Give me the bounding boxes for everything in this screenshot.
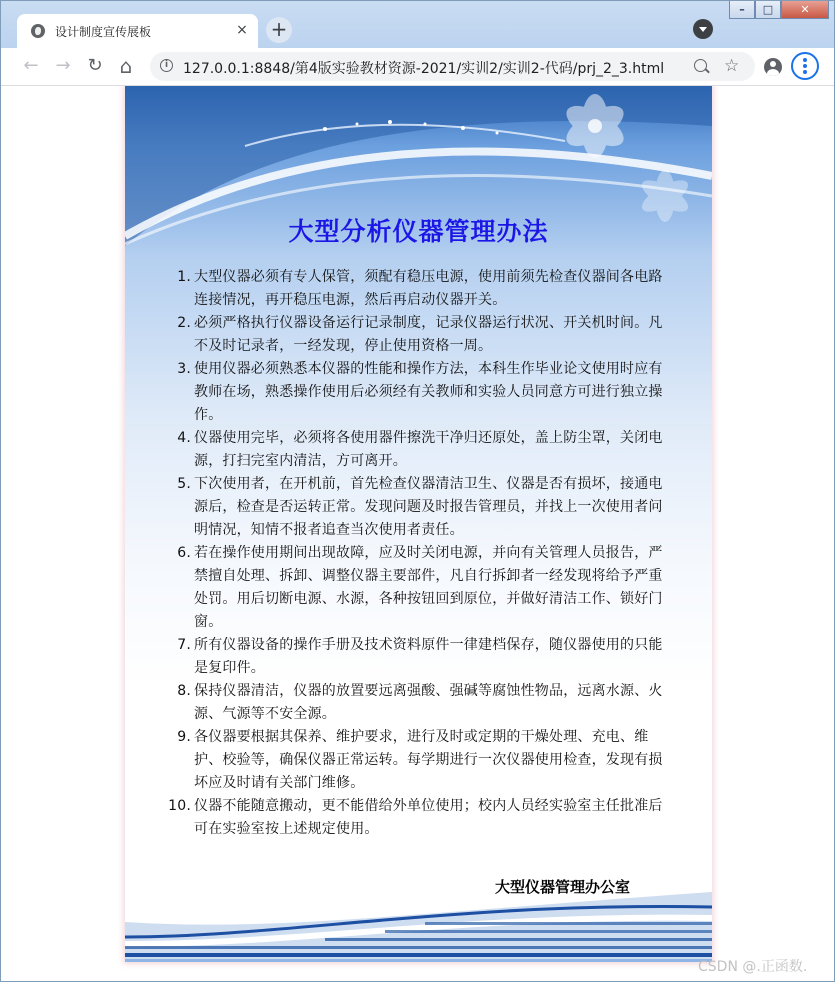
display-board (125, 86, 712, 962)
rule-item (161, 358, 676, 427)
rule-item (161, 542, 676, 634)
rule-number: 7. (177, 637, 191, 653)
zoom-icon[interactable] (694, 59, 707, 72)
tab-search-icon[interactable] (693, 19, 713, 39)
maximize-button[interactable]: □ (755, 1, 781, 19)
rule-number: 4. (177, 430, 191, 446)
rule-number: 9. (177, 729, 191, 745)
menu-dot (803, 58, 807, 62)
minimize-button[interactable]: – (729, 1, 755, 19)
rules-list (161, 266, 676, 841)
globe-icon (31, 24, 45, 38)
rule-text: 仪器使用完毕，必须将各使用器件擦洗干净归还原处，盖上防尘罩，关闭电源，打扫完室内清洁，方可离开。 (194, 430, 663, 469)
browser-menu-button[interactable] (791, 52, 819, 80)
rule-text: 保持仪器清洁，仪器的放置要远离强酸、强碱等腐蚀性物品，远离水源、火源、气源等不安全源。 (194, 683, 663, 722)
rule-number: 2. (177, 315, 191, 331)
rule-item (161, 680, 676, 726)
url-text[interactable]: 127.0.0.1:8848/第4版实验教材资源-2021/实训2/实训2-代码/prj_2_3.html (183, 61, 665, 77)
rule-text: 仪器不能随意搬动，更不能借给外单位使用；校内人员经实验室主任批准后可在实验室按上述规定使用。 (194, 798, 663, 837)
bottom-wave-decoration (125, 882, 712, 962)
watermark: CSDN @.正函数. (698, 959, 808, 975)
rule-number: 10. (168, 798, 191, 814)
page-viewport[interactable] (2, 86, 833, 981)
rule-number: 5. (177, 476, 191, 492)
rule-item (161, 427, 676, 473)
rule-text: 所有仪器设备的操作手册及技术资料原件一律建档保存，随仪器使用的只能是复印件。 (194, 637, 663, 676)
browser-tab[interactable] (17, 14, 258, 48)
rule-item (161, 266, 676, 312)
rule-number: 8. (177, 683, 191, 699)
profile-avatar-icon[interactable] (764, 58, 782, 76)
signature: 大型仪器管理办公室 (495, 878, 631, 896)
forward-button[interactable]: → (55, 55, 71, 76)
rule-text: 各仪器要根据其保养、维护要求，进行及时或定期的干燥处理、充电、维护、校验等，确保仪器正常运转。每学期进行一次仪器使用检查，发现有损坏应及时请有关部门维修。 (194, 729, 663, 791)
home-button[interactable]: ⌂ (119, 54, 133, 78)
browser-toolbar (1, 48, 834, 86)
tab-title: 设计制度宣传展板 (55, 25, 152, 39)
board-title: 大型分析仪器管理办法 (288, 217, 549, 246)
back-button[interactable]: ← (23, 55, 39, 76)
window-controls (729, 1, 829, 21)
rule-item (161, 726, 676, 795)
rule-text: 大型仪器必须有专人保管，须配有稳压电源，使用前须先检查仪器间各电路连接情况，再开稳压电源，然后再启动仪器开关。 (194, 269, 663, 308)
site-info-icon[interactable]: i (160, 59, 173, 72)
rule-number: 6. (177, 545, 191, 561)
close-tab-icon[interactable]: × (236, 22, 248, 38)
title-bar (1, 1, 834, 48)
rule-item (161, 312, 676, 358)
address-bar[interactable] (150, 52, 755, 81)
reload-button[interactable]: ↻ (87, 55, 103, 76)
close-window-button[interactable]: ✕ (781, 1, 829, 19)
new-tab-button[interactable]: + (266, 17, 292, 43)
menu-dot (803, 64, 807, 68)
rule-text: 下次使用者，在开机前，首先检查仪器清洁卫生、仪器是否有损坏，接通电源后，检查是否运转正常。发现问题及时报告管理员，并找上一次使用者问明情况，知情不报者追查当次使用者责任。 (194, 476, 663, 538)
rule-number: 3. (177, 361, 191, 377)
bookmark-star-icon[interactable]: ☆ (724, 56, 740, 76)
rule-item (161, 473, 676, 542)
menu-dot (803, 70, 807, 74)
rule-item (161, 634, 676, 680)
rule-text: 若在操作使用期间出现故障，应及时关闭电源，并向有关管理人员报告，严禁擅自处理、拆卸、调整仪器主要部件，凡自行拆卸者一经发现将给予严重处罚。用后切断电源、水源，各种按钮回到原位，并做好清洁工作、锁好门窗。 (194, 545, 663, 630)
rule-item (161, 795, 676, 841)
rule-text: 使用仪器必须熟悉本仪器的性能和操作方法，本科生作毕业论文使用时应有教师在场，熟悉操作使用后必须经有关教师和实验人员同意方可进行独立操作。 (194, 361, 663, 423)
rule-number: 1. (177, 269, 191, 285)
rule-text: 必须严格执行仪器设备运行记录制度，记录仪器运行状况、开关机时间。凡不及时记录者，一经发现，停止使用资格一周。 (194, 315, 663, 354)
